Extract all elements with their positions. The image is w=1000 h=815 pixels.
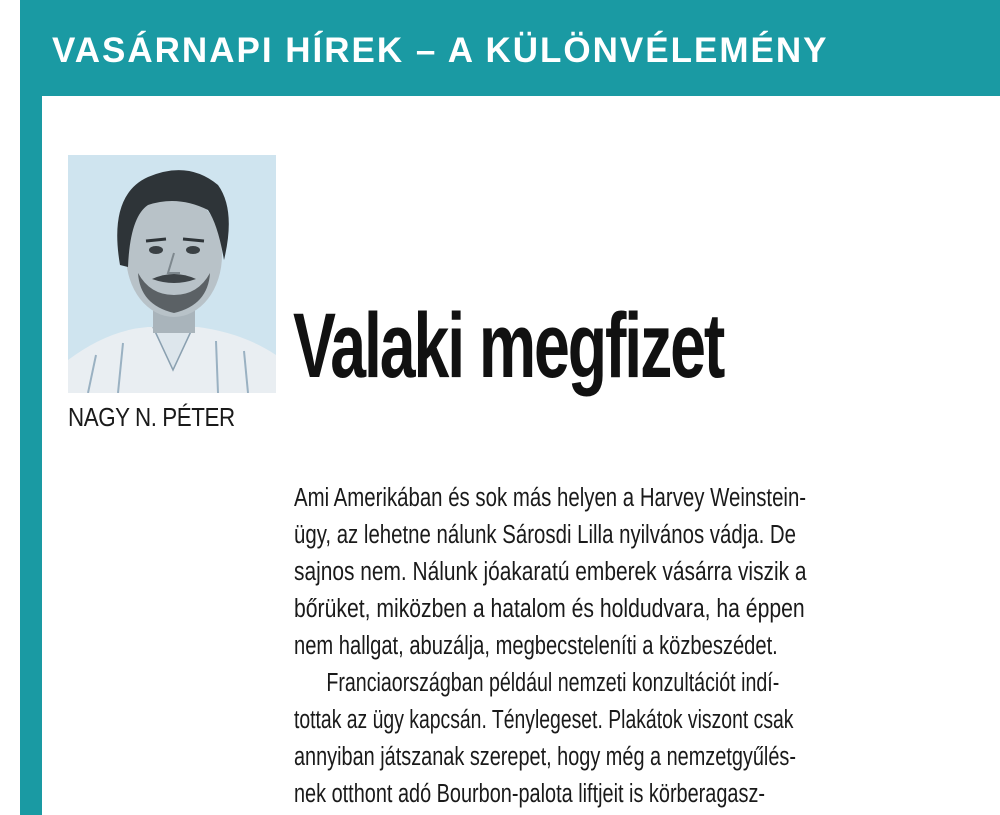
section-title: VASÁRNAPI HÍREK – A KÜLÖNVÉLEMÉNY bbox=[52, 31, 829, 70]
body-line: annyiban játszanak szerepet, hogy még a nemzetgyűlés- bbox=[294, 743, 796, 771]
author-photo bbox=[68, 155, 276, 393]
body-line: Franciaországban például nemzeti konzultációt indí- bbox=[326, 669, 780, 697]
article-body bbox=[294, 480, 992, 813]
body-line: nek otthont adó Bourbon-palota liftjeit is körberagasz- bbox=[294, 780, 766, 808]
body-line: nem hallgat, abuzálja, megbecsteleníti a közbeszédet. bbox=[294, 632, 778, 660]
body-line: tottak az ügy kapcsán. Ténylegeset. Plakátok viszont csak bbox=[294, 706, 794, 734]
author-name: NAGY N. PÉTER bbox=[68, 402, 235, 432]
body-line: ügy, az lehetne nálunk Sárosdi Lilla nyilvános vádja. De bbox=[294, 521, 796, 549]
author-portrait-icon bbox=[68, 155, 276, 393]
body-line: sajnos nem. Nálunk jóakaratú emberek vásárra viszik a bbox=[294, 558, 807, 586]
body-line: bőrüket, miközben a hatalom és holdudvara, ha éppen bbox=[294, 595, 805, 623]
body-line: Ami Amerikában és sok más helyen a Harvey Weinstein- bbox=[294, 484, 807, 512]
article-headline: Valaki megfizet bbox=[293, 295, 724, 397]
